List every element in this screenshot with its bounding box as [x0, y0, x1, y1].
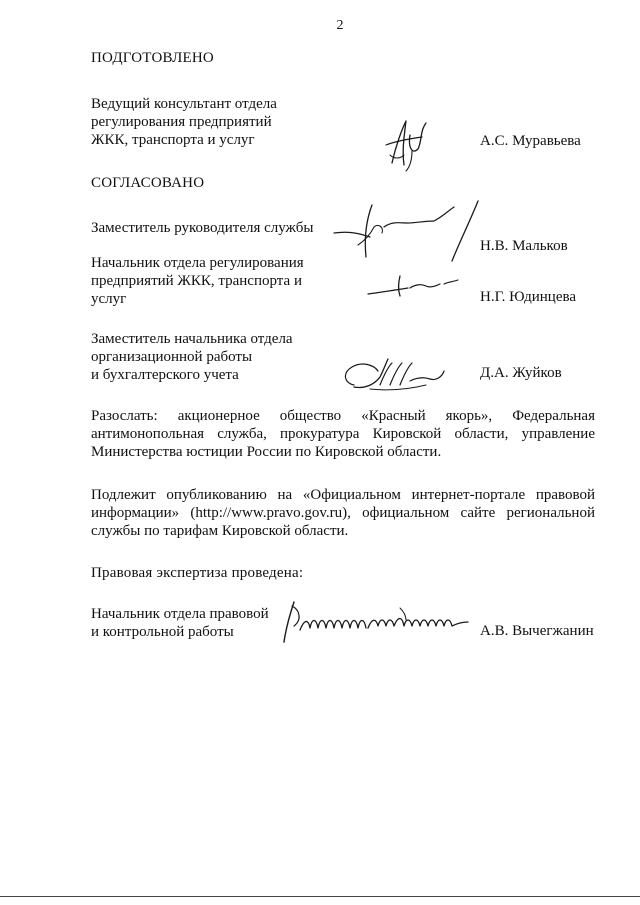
position-line: услуг: [91, 291, 127, 307]
page-number: 2: [336, 18, 344, 33]
position-line: и контрольной работы: [91, 624, 234, 640]
legal-review-name: А.В. Вычегжанин: [480, 623, 594, 639]
position-line: Заместитель начальника отдела: [91, 331, 293, 347]
position-line: Начальник отдела регулирования: [91, 255, 304, 271]
signer-name: Д.А. Жуйков: [480, 365, 562, 381]
distribution-line: Министерства юстиции России по Кировской области.: [91, 444, 442, 460]
position-line: регулирования предприятий: [91, 114, 272, 130]
position-line: Начальник отдела правовой: [91, 606, 269, 622]
position-line: организационной работы: [91, 349, 253, 365]
page-bottom-edge: [0, 896, 640, 897]
signature-zhuykov: [340, 355, 456, 395]
position-line: предприятий ЖКК, транспорта и: [91, 273, 302, 289]
position-line: ЖКК, транспорта и услуг: [91, 132, 255, 148]
signature-muravyeva: [382, 115, 434, 175]
publication-line: информации» (http://www.pravo.gov.ru), официальном сайте региональной: [91, 505, 595, 521]
publication-line: службы по тарифам Кировской области.: [91, 523, 349, 539]
publication-line: Подлежит опубликованию на «Официальном интернет-портале правовой: [91, 487, 595, 503]
distribution-paragraph: [91, 407, 595, 461]
signature-yudintseva: [366, 272, 462, 300]
distribution-line: Разослать: акционерное общество «Красный якорь», Федеральная: [91, 408, 595, 424]
position-line: и бухгалтерского учета: [91, 367, 239, 383]
signer-position: [91, 219, 321, 237]
signature-malkov: [330, 197, 480, 265]
signer-name: Н.В. Мальков: [480, 238, 568, 254]
signature-vychegzhanin: [280, 596, 470, 646]
position-line: Заместитель руководителя службы: [91, 220, 314, 236]
signer-position: [91, 330, 321, 384]
agreed-heading: СОГЛАСОВАНО: [91, 175, 205, 191]
prepared-heading: ПОДГОТОВЛЕНО: [91, 50, 214, 66]
distribution-line: антимонопольная служба, прокуратура Кировской области, управление: [91, 426, 595, 442]
prepared-position: [91, 95, 321, 149]
signer-position: [91, 254, 321, 308]
position-line: Ведущий консультант отдела: [91, 96, 277, 112]
publication-paragraph: [91, 486, 595, 540]
legal-review-heading: Правовая экспертиза проведена:: [91, 565, 304, 581]
prepared-name: А.С. Муравьева: [480, 133, 581, 149]
signer-name: Н.Г. Юдинцева: [480, 289, 577, 305]
